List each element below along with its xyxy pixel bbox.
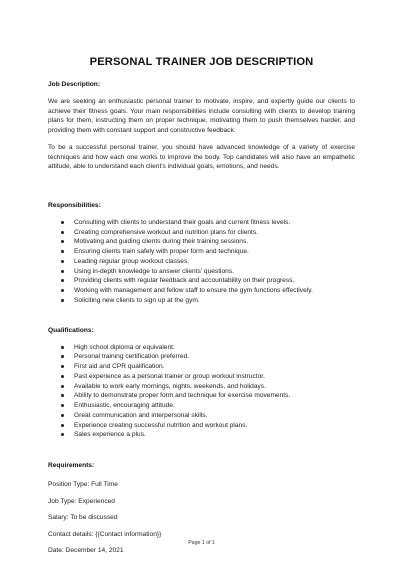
bullet-icon — [61, 424, 64, 427]
responsibilities-label: Responsibilities: — [48, 201, 101, 209]
bullet-icon — [61, 221, 64, 224]
page-number: Page 1 of 1 — [188, 540, 215, 546]
bullet-icon — [61, 240, 64, 243]
responsibilities-list — [48, 218, 355, 306]
document-title: PERSONAL TRAINER JOB DESCRIPTION — [89, 56, 314, 68]
list-item: Enthusiastic, encouraging attitude. — [74, 401, 355, 411]
bullet-icon — [61, 385, 64, 388]
list-item: Using in-depth knowledge to answer clients' questions. — [74, 267, 355, 277]
qualifications-list — [48, 343, 355, 441]
job-description-label: Job Description: — [48, 81, 101, 88]
date: Date: December 14, 2021 — [48, 547, 124, 555]
bullet-icon — [61, 346, 64, 349]
list-item: Motivating and guiding clients during their training sessions. — [74, 237, 355, 247]
bullet-icon — [61, 299, 64, 302]
bullet-icon — [61, 279, 64, 282]
qualifications-label: Qualifications: — [48, 326, 94, 334]
job-type: Job Type: Experienced — [48, 497, 115, 505]
list-item: Creating comprehensive workout and nutrition plans for clients. — [74, 228, 355, 238]
requirements-label: Requirements: — [48, 462, 95, 470]
list-item: Personal training certification preferred. — [74, 352, 355, 362]
list-item: Past experience as a personal trainer or group workout instructor. — [74, 372, 355, 382]
bullet-icon — [61, 365, 64, 368]
list-item: Working with management and fellow staff to ensure the gym functions effectively. — [74, 286, 355, 296]
bullet-icon — [61, 289, 64, 292]
job-description-paragraph-1: We are seeking an enthusiastic personal trainer to motivate, inspire, and expertly guide our clients to achieve their fitness goals. Your main responsibilities include consulting with clients to develop training plans for them, instructing them on proper technique, motivating them to push themselves harder, and providing them with constant support and constructive feedback. — [48, 98, 355, 135]
bullet-icon — [61, 260, 64, 263]
list-item: Ability to demonstrate proper form and technique for exercise movements. — [74, 391, 355, 401]
list-item: High school diploma or equivalent. — [74, 343, 355, 353]
contact-details: Contact details: {{Contact information}} — [48, 530, 162, 538]
bullet-icon — [61, 404, 64, 407]
list-item: Great communication and interpersonal skills. — [74, 411, 355, 421]
bullet-icon — [61, 250, 64, 253]
job-description-paragraph-2: To be a successful personal trainer, you should have advanced knowledge of a variety of exercise techniques and how each one works to improve the body. Top candidates will also have an empathetic attitude, able to understand each client's individual goals, emotions, and needs. — [48, 143, 355, 171]
bullet-icon — [61, 355, 64, 358]
list-item: First aid and CPR qualification. — [74, 362, 355, 372]
list-item: Available to work early mornings, nights, weekends, and holidays. — [74, 382, 355, 392]
bullet-icon — [61, 375, 64, 378]
position-type: Position Type: Full Time — [48, 481, 118, 489]
bullet-icon — [61, 414, 64, 417]
list-item: Leading regular group workout classes. — [74, 257, 355, 267]
salary: Salary: To be discussed — [48, 514, 118, 522]
list-item: Experience creating successful nutrition and workout plans. — [74, 421, 355, 431]
list-item: Providing clients with regular feedback and accountability on their progress. — [74, 276, 355, 286]
list-item: Soliciting new clients to sign up at the gym. — [74, 296, 355, 306]
bullet-icon — [61, 270, 64, 273]
list-item: Sales experience a plus. — [74, 430, 355, 440]
bullet-icon — [61, 433, 64, 436]
bullet-icon — [61, 394, 64, 397]
bullet-icon — [61, 231, 64, 234]
list-item: Ensuring clients train safely with proper form and technique. — [74, 247, 355, 257]
list-item: Consulting with clients to understand their goals and current fitness levels. — [74, 218, 355, 228]
